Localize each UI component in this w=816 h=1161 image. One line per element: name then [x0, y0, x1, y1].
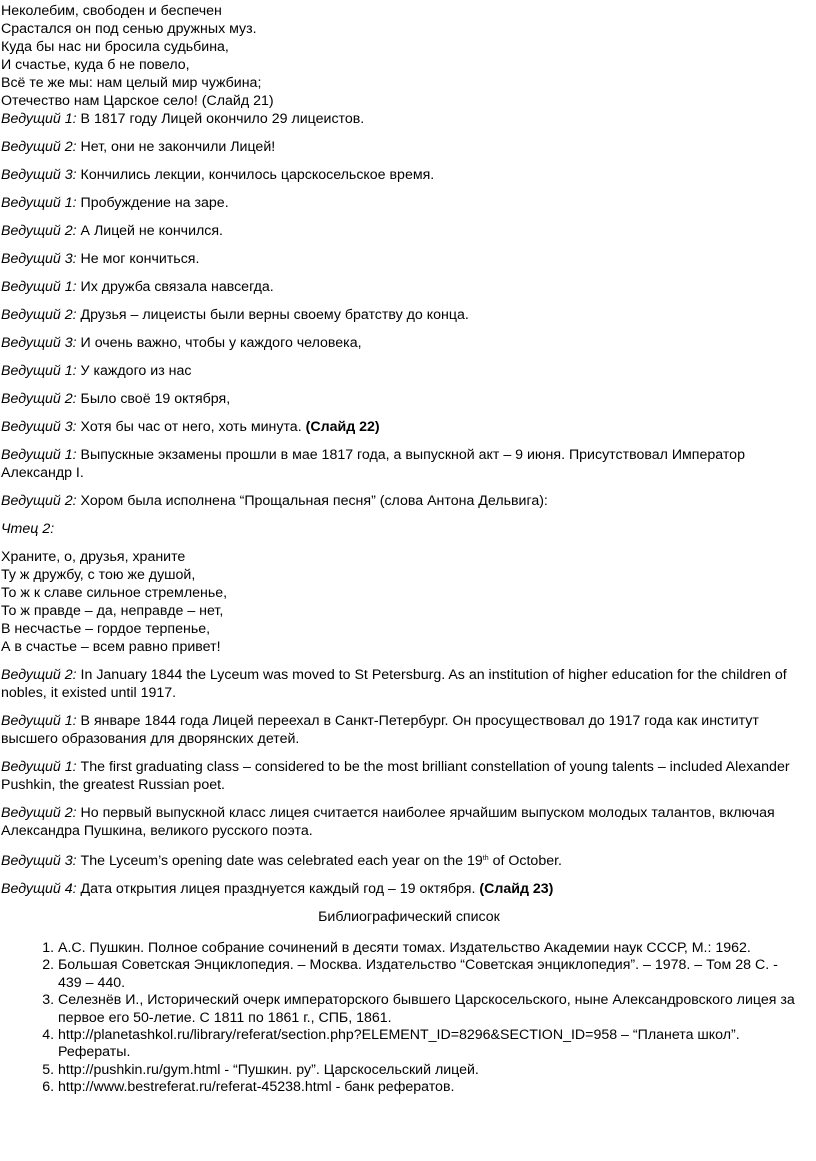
- dialogue-text: Хором была исполнена “Прощальная песня” (слова Антона Дельвига):: [76, 493, 548, 509]
- dialogue-text: И очень важно, чтобы у каждого человека,: [76, 335, 362, 351]
- bibliography-item: 3. Селезнёв И., Исторический очерк императорского бывшего Царскосельского, ныне Александровского лицея за первое его 50-летие. С 1811 по 1861 г., СПБ, 1861.: [58, 992, 798, 1027]
- poem-line: Срастался он под сенью дружных муз.: [1, 21, 257, 37]
- poem-line: И счастье, куда б не повело,: [1, 57, 190, 73]
- dialogue-text: Нет, они не закончили Лицей!: [76, 139, 276, 155]
- speaker-label: Ведущий 3:: [1, 853, 77, 869]
- poem-line: Куда бы нас ни бросила судьбина,: [1, 39, 229, 55]
- dialogue-line: [1, 362, 801, 380]
- speaker-label: Ведущий 4:: [1, 881, 77, 897]
- poem-line: Всё те же мы: нам целый мир чужбина;: [1, 75, 262, 91]
- poem-line: То ж правде – да, неправде – нет,: [1, 603, 224, 619]
- dialogue-text: Пробуждение на заре.: [76, 195, 229, 211]
- speaker-label: Ведущий 2:: [1, 805, 77, 821]
- dialogue-line: [1, 278, 801, 296]
- dialogue-line: [1, 446, 801, 482]
- dialogue-text: Было своё 19 октября,: [76, 391, 231, 407]
- dialogue-line: [1, 492, 801, 510]
- dialogue-text: Кончились лекции, кончилось царскосельское время.: [76, 167, 435, 183]
- speaker-label: Ведущий 1:: [1, 195, 77, 211]
- dialogue-line: [1, 334, 801, 352]
- speaker-label: Ведущий 1:: [1, 759, 77, 775]
- dialogue-text: В 1817 году Лицей окончило 29 лицеистов.: [76, 111, 365, 127]
- speaker-label: Ведущий 2:: [1, 493, 77, 509]
- poem-stanza: [1, 2, 816, 110]
- dialogue-line: [1, 306, 801, 324]
- dialogue-line: [1, 520, 801, 538]
- dialogue-text: Их дружба связала навсегда.: [76, 279, 274, 295]
- poem-line: А в счастье – всем равно привет!: [1, 639, 221, 655]
- speaker-label: Ведущий 3:: [1, 251, 77, 267]
- speaker-label: Ведущий 2:: [1, 667, 77, 683]
- dialogue-line: [1, 222, 801, 240]
- dialogue-line: [1, 390, 801, 408]
- dialogue-line: [1, 850, 801, 870]
- dialogue-text: Друзья – лицеисты были верны своему братству до конца.: [76, 307, 469, 323]
- poem-line: Неколебим, свободен и беспечен: [1, 3, 222, 19]
- dialogue-text: Дата открытия лицея празднуется каждый год – 19 октября.: [76, 881, 480, 897]
- dialogue-line: [1, 666, 801, 702]
- dialogue-line: [1, 418, 801, 436]
- dialogue-text: В январе 1844 года Лицей переехал в Санкт-Петербург. Он просуществовал до 1917 года как институт высшего образования для дворянских детей.: [1, 713, 759, 747]
- dialogue-line: [1, 166, 801, 184]
- bibliography-item: 1. А.С. Пушкин. Полное собрание сочинений в десяти томах. Издательство Академии наук СССР, М.: 1962.: [58, 940, 798, 957]
- bibliography-item: 4. http://planetashkol.ru/library/referat/section.php?ELEMENT_ID=8296&SECTION_ID=958 – “Планета школ”. Рефераты.: [58, 1027, 798, 1062]
- dialogue-line: [1, 758, 801, 794]
- speaker-label: Ведущий 1:: [1, 713, 77, 729]
- speaker-label: Ведущий 3:: [1, 335, 77, 351]
- speaker-label: Ведущий 3:: [1, 167, 77, 183]
- poem-line: Храните, о, друзья, храните: [1, 549, 186, 565]
- bibliography-list: [1, 940, 798, 1097]
- speaker-label: Ведущий 1:: [1, 279, 77, 295]
- speaker-label: Ведущий 1:: [1, 363, 77, 379]
- speaker-label: Ведущий 2:: [1, 391, 77, 407]
- speaker-label: Ведущий 1:: [1, 111, 77, 127]
- slide-marker: (Слайд 23): [479, 881, 554, 897]
- dialogue-text: Выпускные экзамены прошли в мае 1817 года, а выпускной акт – 9 июня. Присутствовал Император Александр I.: [1, 447, 745, 481]
- speaker-label: Ведущий 2:: [1, 307, 77, 323]
- dialogue-line: [1, 138, 801, 156]
- dialogue-text: of October.: [488, 853, 562, 869]
- dialogue-line: [1, 110, 801, 128]
- dialogue-text: Хотя бы час от него, хоть минута.: [76, 419, 306, 435]
- poem-line: Отечество нам Царское село! (Слайд 21): [1, 93, 274, 109]
- poem-line: Ту ж дружбу, с тою же душой,: [1, 567, 196, 583]
- dialogue-text: У каждого из нас: [76, 363, 192, 379]
- poem-line: То ж к славе сильное стремленье,: [1, 585, 228, 601]
- dialogue-line: [1, 880, 801, 898]
- dialogue-line: [1, 250, 801, 268]
- dialogue-text: Но первый выпускной класс лицея считается наиболее ярчайшим выпуском молодых талантов, включая Александра Пушкина, великого русского поэта.: [1, 805, 775, 839]
- bibliography-title: Библиографический список: [318, 909, 500, 925]
- speaker-label: Ведущий 3:: [1, 419, 77, 435]
- speaker-label: Ведущий 2:: [1, 139, 77, 155]
- ordinal-suffix: th: [482, 855, 489, 862]
- bibliography-item: 6. http://www.bestreferat.ru/referat-45238.html - банк рефератов.: [58, 1079, 798, 1096]
- speaker-label: Чтец 2:: [1, 521, 55, 537]
- dialogue-line: [1, 804, 801, 840]
- bibliography-item: 2. Большая Советская Энциклопедия. – Москва. Издательство “Советская энциклопедия”. – 1978. – Том 28 С. - 439 – 440.: [58, 957, 798, 992]
- dialogue-line: [1, 712, 801, 748]
- speaker-label: Ведущий 2:: [1, 223, 77, 239]
- dialogue-text: The first graduating class – considered to be the most brilliant constellation of young talents – included Alexander Pushkin, the greatest Russian poet.: [1, 759, 790, 793]
- song-stanza: [1, 548, 816, 656]
- dialogue-text: Не мог кончиться.: [76, 251, 200, 267]
- dialogue-text: In January 1844 the Lyceum was moved to St Petersburg. As an institution of higher education for the children of nobles, it existed until 1917.: [1, 667, 787, 701]
- dialogue-line: [1, 194, 801, 212]
- speaker-label: Ведущий 1:: [1, 447, 77, 463]
- bibliography-item: 5. http://pushkin.ru/gym.html - “Пушкин. ру”. Царскосельский лицей.: [58, 1062, 798, 1079]
- dialogue-text: The Lyceum’s opening date was celebrated each year on the 19: [76, 853, 483, 869]
- poem-line: В несчастье – гордое терпенье,: [1, 621, 211, 637]
- slide-marker: (Слайд 22): [305, 419, 380, 435]
- dialogue-text: А Лицей не кончился.: [76, 223, 223, 239]
